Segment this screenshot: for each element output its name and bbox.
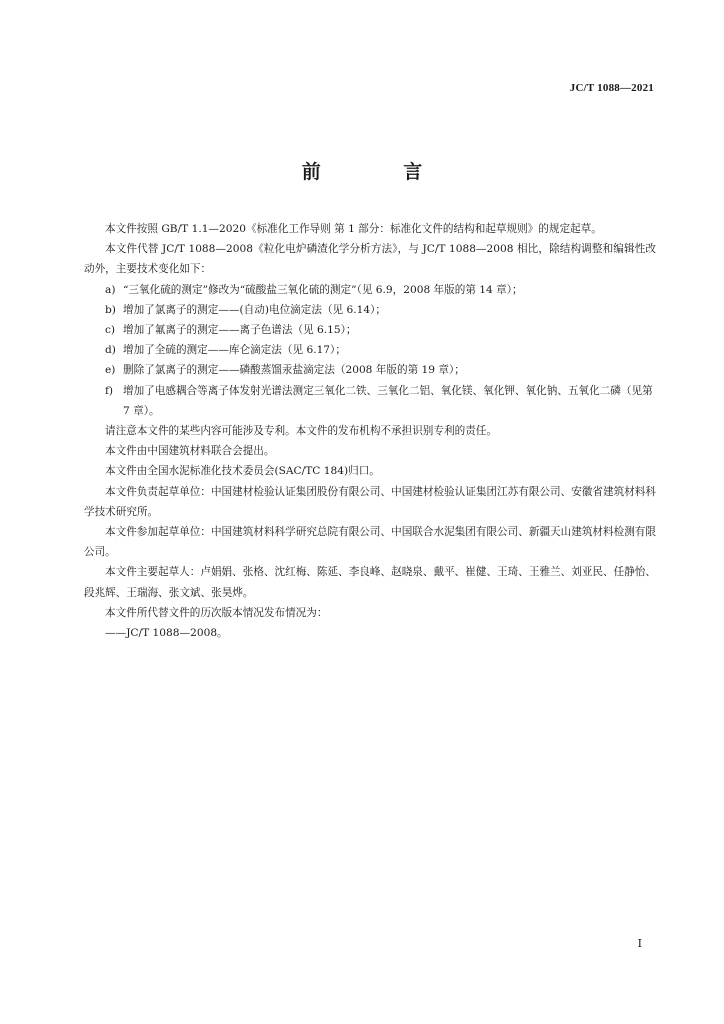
paragraph-drafting-rules: 本文件按照 GB/T 1.1—2020《标准化工作导则 第 1 部分：标准化文件的结构和起草规则》的规定起草。 (105, 223, 602, 235)
list-marker: c) (105, 324, 116, 337)
list-marker: f) (105, 384, 114, 397)
paragraph-drafters: 本文件主要起草人：卢娟娟、张格、沈红梅、陈延、李良峰、赵晓泉、戴平、崔健、王琦、王雅兰、刘亚民、任静怡、段兆辉、王瑞海、张文斌、张昊烨。 (84, 566, 656, 599)
list-item-text: 增加了电感耦合等离子体发射光谱法测定三氧化二铁、三氧化二铝、氧化镁、氧化钾、氧化钠、五氧化二磷（见第 7 章）。 (123, 384, 653, 417)
list-item-text: 增加了氟离子的测定——离子色谱法（见 6.15）； (123, 324, 357, 337)
paragraph-lead-drafting-units: 本文件负责起草单位：中国建材检验认证集团股份有限公司、中国建材检验认证集团江苏有限公司、安徽省建筑材料科学技术研究所。 (84, 485, 656, 518)
list-item-text: 增加了氯离子的测定——(自动)电位滴定法（见 6.14）； (123, 303, 386, 316)
paragraph-centralized-unit: 本文件由全国水泥标准化技术委员会(SAC/TC 184)归口。 (105, 465, 380, 478)
history-item: ——JC/T 1088—2008。 (105, 627, 228, 640)
paragraph-proposer: 本文件由中国建筑材料联合会提出。 (105, 445, 275, 458)
list-marker: a) (105, 283, 116, 296)
list-item (84, 340, 656, 360)
list-item (84, 360, 656, 380)
page-number: I (637, 937, 642, 950)
paragraph-patent-notice: 请注意本文件的某些内容可能涉及专利。本文件的发布机构不承担识别专利的责任。 (105, 425, 497, 438)
paragraph-version-history: 本文件所代替文件的历次版本情况发布情况为： (105, 606, 328, 619)
list-marker: b) (105, 303, 116, 316)
page-title: 前 言 (301, 161, 461, 183)
list-item-text: “三氧化硫的测定”修改为“硫酸盐三氧化硫的测定”（见 6.9，2008 年版的第 14 章）； (123, 283, 523, 296)
list-marker: d) (105, 344, 116, 357)
list-marker: e) (105, 364, 116, 377)
list-item-text: 删除了氯离子的测定——磷酸蒸馏汞盐滴定法（2008 年版的第 19 章）； (123, 364, 465, 377)
list-item-text: 增加了全硫的测定——库仑滴定法（见 6.17）； (123, 344, 346, 357)
paragraph-replacement: 本文件代替 JC/T 1088—2008《粒化电炉磷渣化学分析方法》，与 JC/T 1088—2008 相比，除结构调整和编辑性改动外，主要技术变化如下： (84, 243, 656, 276)
list-item (84, 320, 656, 340)
standard-code: JC/T 1088—2021 (569, 82, 654, 94)
document-body (84, 219, 656, 643)
list-item (84, 280, 656, 300)
paragraph-participating-units: 本文件参加起草单位：中国建筑材料科学研究总院有限公司、中国联合水泥集团有限公司、新疆天山建筑材料检测有限公司。 (84, 526, 656, 559)
list-item (84, 381, 656, 421)
change-list (84, 280, 656, 421)
list-item (84, 300, 656, 320)
